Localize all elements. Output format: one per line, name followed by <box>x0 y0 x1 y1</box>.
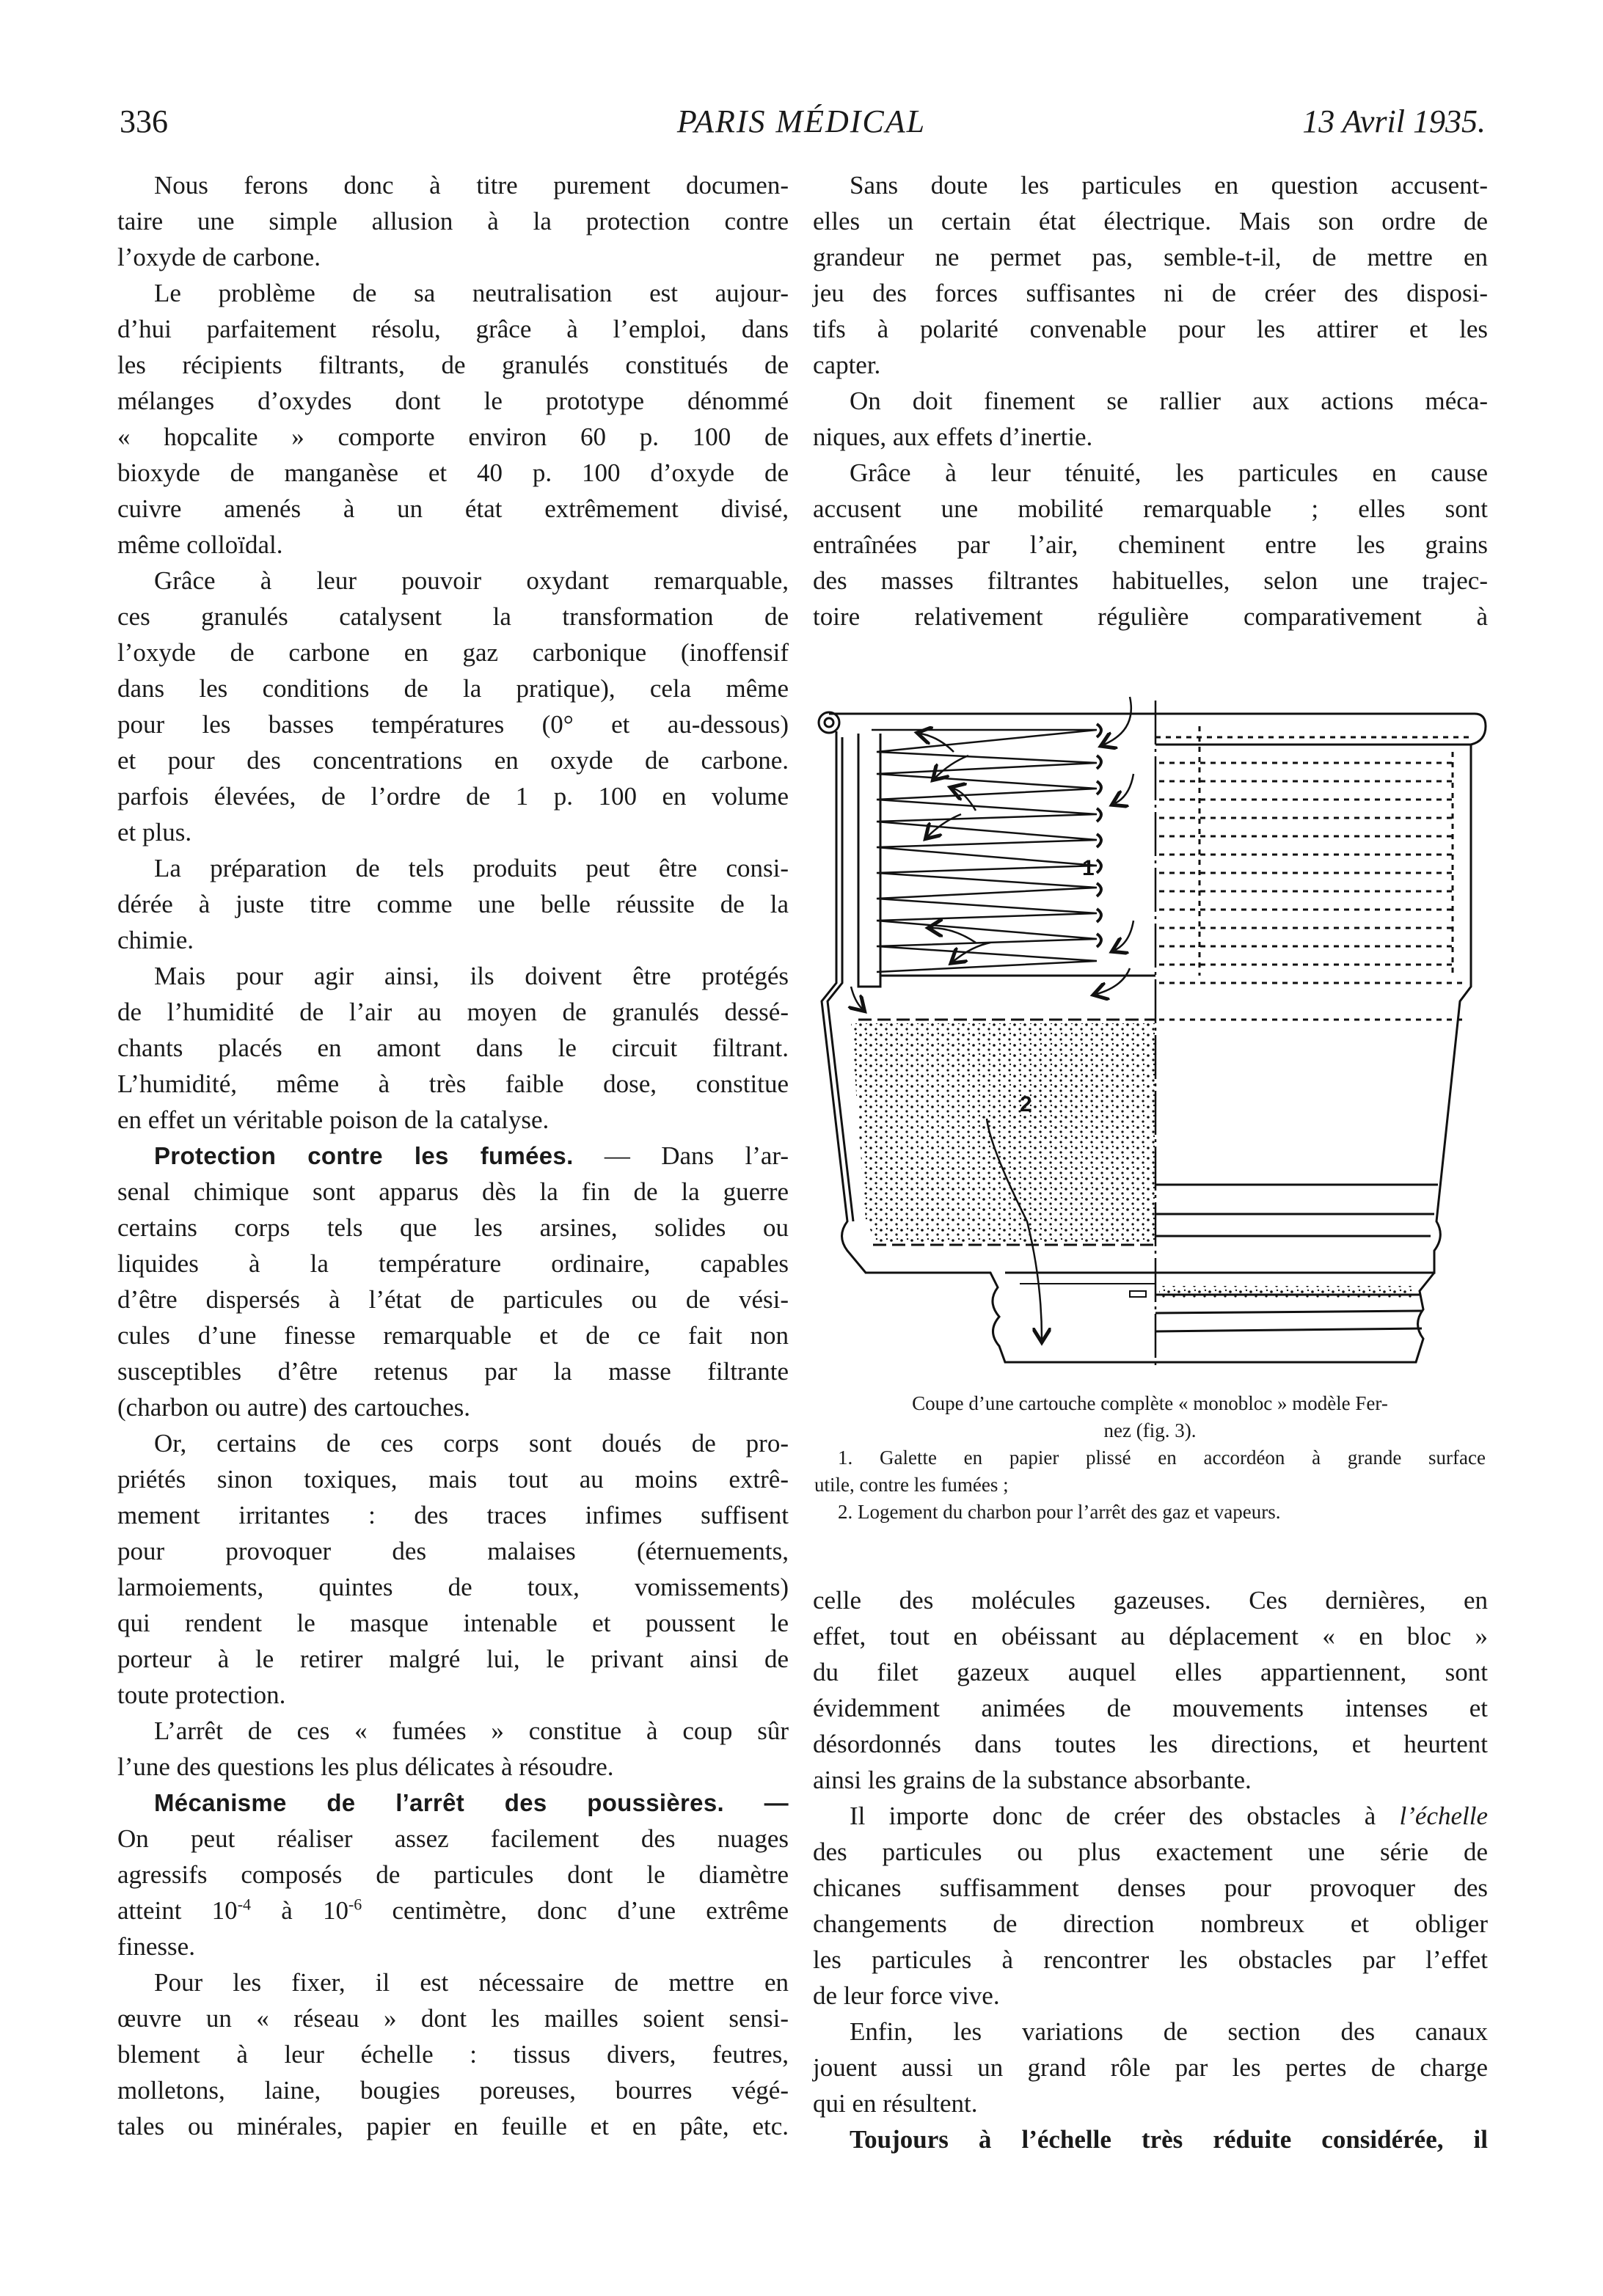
section-heading-poussieres: Mécanisme de l’arrêt des poussières. — <box>154 1789 789 1816</box>
text-line: Or, certains de ces corps sont doués de pro- <box>154 1429 789 1458</box>
text-line: Nous ferons donc à titre purement documen- <box>154 171 789 200</box>
text-line: des particules ou plus exactement une série de <box>813 1838 1488 1866</box>
right-column-bottom <box>813 1582 1488 2157</box>
text-line: de leur force vive. <box>813 1981 1000 2010</box>
text-run: centimètre, donc d’une extrême <box>362 1896 789 1925</box>
text-line: tales ou minérales, papier en feuille et en pâte, etc. <box>117 2112 789 2140</box>
text-line: dérée à juste titre comme une belle réussite de la <box>117 890 789 918</box>
text-line: certains corps tels que les arsines, solides ou <box>117 1213 789 1242</box>
text-line: œuvre un « réseau » dont les mailles soient sensi- <box>117 2004 789 2033</box>
pleat-caps <box>1097 724 1101 947</box>
text-line: cules d’une finesse remarquable et de ce fait non <box>117 1321 789 1350</box>
text-line: qui rendent le masque intenable et poussent le <box>117 1609 789 1637</box>
text-line: effet, tout en obéissant au déplacement « en bloc » <box>813 1622 1488 1650</box>
text-line: Mais pour agir ainsi, ils doivent être protégés <box>154 962 789 990</box>
text-line: capter. <box>813 351 881 379</box>
text-line: changements de direction nombreux et obliger <box>813 1909 1488 1938</box>
caption-item: 1. Galette en papier plissé en accordéon à grande surface <box>838 1447 1486 1469</box>
text-line: blement à leur échelle : tissus divers, feutres, <box>117 2040 789 2069</box>
text-line: On peut réaliser assez facilement des nuages <box>117 1824 789 1853</box>
text-line: jouent aussi un grand rôle par les pertes de charge <box>813 2053 1488 2082</box>
text-line: pour les basses températures (0° et au-dessous) <box>117 710 789 739</box>
text-line: jeu des forces suffisantes ni de créer des disposi- <box>813 279 1488 307</box>
text-line: Le problème de sa neutralisation est aujour- <box>154 279 789 307</box>
text-line: des masses filtrantes habituelles, selon une trajec- <box>813 566 1488 595</box>
text-line <box>813 1798 1488 1834</box>
text-run: Il importe donc de créer des obstacles à <box>850 1802 1400 1830</box>
label-charcoal: 2 <box>1020 1092 1032 1116</box>
journal-title: PARIS MÉDICAL <box>676 103 927 139</box>
text-line: chants placés en amont dans le circuit filtrant. <box>117 1034 789 1062</box>
text-line: ainsi les grains de la substance absorbante. <box>813 1766 1252 1794</box>
text-line: Toujours à l’échelle très réduite considérée, il <box>850 2125 1488 2154</box>
caption-item: 2. Logement du charbon pour l’arrêt des gaz et vapeurs. <box>838 1501 1281 1523</box>
text-line: pour provoquer des malaises (éternuements, <box>117 1537 789 1565</box>
rim-curl <box>819 712 839 733</box>
text-line: ces granulés catalysent la transformation de <box>117 602 789 631</box>
text-line: La préparation de tels produits peut être consi- <box>154 854 789 882</box>
text-run: — Dans l’ar- <box>604 1141 789 1170</box>
pleated-paper <box>872 730 1097 972</box>
text-line: les récipients filtrants, de granulés constitués de <box>117 351 789 379</box>
text-line: toute protection. <box>117 1681 286 1709</box>
text-line: finesse. <box>117 1932 195 1961</box>
text-run: atteint 10 <box>117 1896 238 1925</box>
exponent: -6 <box>348 1895 362 1914</box>
page-number: 336 <box>120 103 168 139</box>
text-line: qui en résultent. <box>813 2089 978 2118</box>
text-line: d’hui parfaitement résolu, grâce à l’emploi, dans <box>117 315 789 343</box>
text-line: accusent une mobilité remarquable ; elles sont <box>813 494 1488 523</box>
text-line: chimie. <box>117 926 194 954</box>
text-line: et plus. <box>117 818 192 847</box>
text-line: évidemment animées de mouvements intenses et <box>813 1694 1488 1722</box>
text-line <box>117 1893 789 1928</box>
caption-item: utile, contre les fumées ; <box>814 1474 1009 1496</box>
italic-run: l’échelle <box>1399 1802 1488 1830</box>
issue-date: 13 Avril 1935. <box>1302 103 1486 139</box>
label-pleated-paper: 1 <box>1082 856 1095 880</box>
text-line: senal chimique sont apparus dès la fin de la guerre <box>117 1177 789 1206</box>
text-line: L’arrêt de ces « fumées » constitue à coup sûr <box>154 1716 789 1745</box>
text-line: « hopcalite » comporte environ 60 p. 100 de <box>117 423 789 451</box>
text-line: d’être dispersés à l’état de particules ou de vési- <box>117 1285 789 1314</box>
text-line: l’une des questions les plus délicates à résoudre. <box>117 1752 614 1781</box>
figure-caption <box>814 1390 1486 1526</box>
pleat-holder <box>858 734 880 987</box>
text-line: On doit finement se rallier aux actions méca- <box>850 387 1488 415</box>
text-line: celle des molécules gazeuses. Ces dernières, en <box>813 1586 1488 1615</box>
text-line: grandeur ne permet pas, semble-t-il, de mettre en <box>813 243 1488 271</box>
charcoal-granules <box>851 1023 1155 1242</box>
text-line: en effet un véritable poison de la catalyse. <box>117 1105 549 1134</box>
text-line: cuivre amenés à un état extrêmement divisé, <box>117 494 789 523</box>
text-line: les particules à rencontrer les obstacles par l’effet <box>813 1945 1488 1974</box>
text-line: niques, aux effets d’inertie. <box>813 423 1093 451</box>
text-line: Sans doute les particules en question accusent- <box>850 171 1488 200</box>
text-line: dans les conditions de la pratique), cela même <box>117 674 789 703</box>
caption-title: Coupe d’une cartouche complète « monobloc » modèle Fer- <box>912 1392 1388 1414</box>
right-column-top <box>813 167 1488 635</box>
exponent: -4 <box>237 1895 252 1914</box>
text-line: désordonnés dans toutes les directions, et heurtent <box>813 1730 1488 1758</box>
text-line: molletons, laine, bougies poreuses, bourres végé- <box>117 2076 789 2105</box>
text-line: porteur à le retirer malgré lui, le privant ainsi de <box>117 1645 789 1673</box>
text-line: (charbon ou autre) des cartouches. <box>117 1393 471 1422</box>
text-line: chicanes suffisamment denses pour provoquer des <box>813 1873 1488 1902</box>
text-line: Enfin, les variations de section des canaux <box>850 2017 1488 2046</box>
outer-wall-right <box>1155 745 1471 1273</box>
text-line: Pour les fixer, il est nécessaire de mettre en <box>154 1968 789 1997</box>
text-line: l’oxyde de carbone en gaz carbonique (inoffensif <box>117 638 789 667</box>
section-heading-fumees: Protection contre les fumées. <box>154 1142 574 1169</box>
text-line: parfois élevées, de l’ordre de 1 p. 100 en volume <box>117 782 789 811</box>
text-line: Grâce à leur pouvoir oxydant remarquable, <box>154 566 789 595</box>
text-line: même colloïdal. <box>117 530 283 559</box>
text-line: du filet gazeux auquel elles appartiennent, sont <box>813 1658 1488 1686</box>
text-line: toire relativement régulière comparativement à <box>813 602 1488 631</box>
text-line: de l’humidité de l’air au moyen de granulés dessé- <box>117 998 789 1026</box>
text-line: L’humidité, même à très faible dose, constitue <box>117 1070 789 1098</box>
left-column <box>117 167 789 2144</box>
text-line: liquides à la température ordinaire, capables <box>117 1249 789 1278</box>
text-line: larmoiements, quintes de toux, vomissements) <box>117 1573 789 1601</box>
text-line: Grâce à leur ténuité, les particules en cause <box>850 458 1488 487</box>
caption-title: nez (fig. 3). <box>1103 1419 1197 1441</box>
text-line: agressifs composés de particules dont le diamètre <box>117 1860 789 1889</box>
text-line: mélanges d’oxydes dont le prototype dénommé <box>117 387 789 415</box>
text-line: priétés sinon toxiques, mais tout au moins extrê- <box>117 1465 789 1494</box>
text-line: entraînées par l’air, cheminent entre les grains <box>813 530 1488 559</box>
text-line: mement irritantes : des traces infimes suffisent <box>117 1501 789 1529</box>
text-line: susceptibles d’être retenus par la masse filtrante <box>117 1357 789 1386</box>
text-line <box>117 1785 789 1821</box>
text-line: tifs à polarité convenable pour les attirer et les <box>813 315 1488 343</box>
text-line: l’oxyde de carbone. <box>117 243 321 271</box>
text-line: et pour des concentrations en oxyde de carbone. <box>117 746 789 775</box>
text-line <box>117 1138 789 1174</box>
cartridge-cross-section-figure <box>807 693 1497 1375</box>
text-line: taire une simple allusion à la protection contre <box>117 207 789 235</box>
text-run: à 10 <box>251 1896 348 1925</box>
text-line: bioxyde de manganèse et 40 p. 100 d’oxyde de <box>117 458 789 487</box>
text-line: elles un certain état électrique. Mais son ordre de <box>813 207 1488 235</box>
